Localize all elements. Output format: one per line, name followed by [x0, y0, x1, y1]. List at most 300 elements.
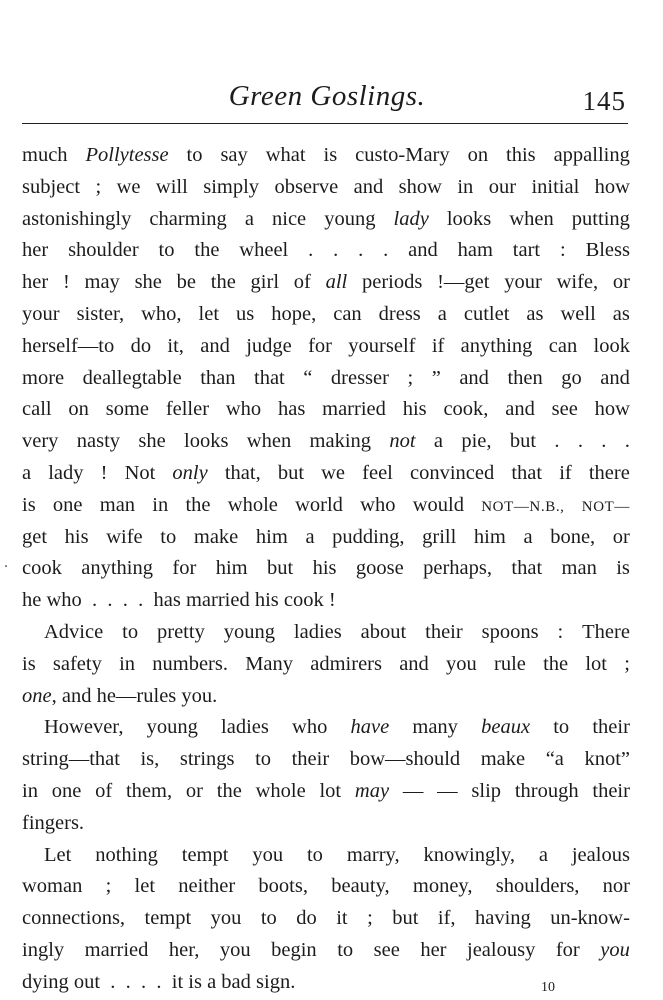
word: . [577, 430, 583, 453]
word: whole [255, 779, 306, 802]
word: feller [165, 398, 210, 421]
text-line [22, 776, 630, 808]
word: shoulders, [495, 875, 580, 898]
word: you [219, 938, 251, 961]
page-header [22, 80, 632, 124]
word: do [296, 907, 317, 930]
word: her [22, 239, 49, 262]
word: as [612, 302, 630, 325]
word: would [412, 493, 464, 516]
word: when [509, 207, 554, 230]
word: what [265, 144, 306, 166]
word: you [252, 843, 284, 866]
word: Advice [44, 620, 104, 643]
word: your [22, 302, 60, 325]
word: wife [106, 525, 143, 548]
word: their [425, 620, 463, 643]
text-line [22, 681, 630, 713]
italic-word: only [172, 461, 208, 484]
word: but [509, 430, 537, 453]
signature-mark: 10 [541, 980, 555, 995]
word: anything [81, 557, 153, 580]
word: she [134, 271, 162, 294]
word: it, [167, 334, 184, 357]
word: is, [140, 748, 160, 771]
page-number: 145 [582, 86, 626, 116]
text-line [22, 808, 630, 840]
word: a [538, 843, 548, 866]
body-text [22, 140, 630, 999]
word: if [559, 461, 572, 484]
word: their [592, 779, 630, 802]
text-run: fingers. [22, 811, 85, 834]
word: knot” [584, 748, 630, 771]
word: him [255, 525, 288, 548]
word: but [266, 557, 294, 580]
word: ; [367, 907, 373, 930]
word: observe [274, 175, 339, 198]
text-line [22, 903, 630, 935]
word: lady [48, 461, 84, 484]
word: if, [437, 907, 456, 930]
text-line [22, 394, 630, 426]
word: man [99, 493, 136, 516]
word: through [514, 779, 579, 802]
word: admirers [310, 652, 382, 675]
text-line [22, 299, 630, 331]
text-line [22, 267, 630, 299]
word: cook, [443, 398, 489, 421]
text-line [22, 204, 630, 236]
word: bone, [550, 525, 596, 548]
word: to [122, 620, 139, 643]
word: or [185, 779, 203, 802]
word: a [523, 525, 533, 548]
word: there [588, 461, 630, 484]
word: to [260, 907, 277, 930]
text-line [22, 935, 630, 967]
word: making [309, 430, 372, 453]
italic-word: all [325, 271, 348, 294]
word: to [186, 144, 203, 166]
text-line [22, 744, 630, 776]
word: show [398, 175, 442, 198]
italic-word: lady [393, 207, 429, 230]
word: deallegtable [82, 366, 182, 389]
word: beauty, [331, 875, 390, 898]
word: Let [44, 843, 72, 866]
word: be [176, 271, 196, 294]
word: you [446, 652, 477, 675]
header-rule [22, 123, 628, 124]
word: let [134, 875, 156, 898]
word: !—get [437, 271, 490, 294]
word: a [244, 207, 254, 230]
word: begin [271, 938, 317, 961]
word: nor [602, 875, 630, 898]
word: ! [100, 461, 108, 484]
word: having [474, 907, 531, 930]
text-run: , and he—rules you. [51, 684, 218, 707]
word: . [308, 239, 314, 262]
word: wife, [556, 271, 599, 294]
word: ; [407, 366, 414, 389]
word: ham [457, 239, 493, 262]
word: putting [571, 207, 630, 230]
word: a [437, 302, 447, 325]
word: the [210, 271, 236, 294]
word: say [220, 144, 248, 166]
word: our [488, 175, 517, 198]
word: neither [178, 875, 236, 898]
word: in [119, 652, 136, 675]
word: anything [460, 334, 533, 357]
word: However, [44, 716, 124, 739]
word: the [194, 239, 220, 262]
word: in [457, 175, 474, 198]
word: the [216, 779, 242, 802]
word: . [624, 430, 630, 453]
word: Many [245, 652, 294, 675]
word: some [105, 398, 149, 421]
word: pretty [157, 620, 205, 643]
word: rule [494, 652, 526, 675]
text-line [22, 363, 630, 395]
word: their [291, 748, 330, 771]
word: you [210, 907, 242, 930]
text-line [22, 585, 630, 617]
word: and [600, 366, 630, 389]
word: very [22, 430, 59, 453]
text-line [22, 522, 630, 554]
word: : [559, 239, 566, 262]
italic-word: you [600, 938, 630, 961]
word: NOT—N.B., [481, 498, 565, 515]
word: and [353, 175, 384, 198]
word: Not [124, 461, 156, 484]
word: their [592, 716, 630, 739]
word: . [554, 430, 560, 453]
word: on [68, 398, 89, 421]
word: is [22, 493, 36, 516]
word: to [255, 748, 272, 771]
word: ” [431, 366, 441, 389]
word: or [612, 271, 630, 294]
word: and [408, 239, 438, 262]
word: than [200, 366, 236, 389]
word: for [308, 334, 332, 357]
word: Bless [585, 239, 630, 262]
text-line [22, 426, 630, 458]
word: to [306, 843, 323, 866]
word: nothing [95, 843, 158, 866]
word: initial [531, 175, 580, 198]
word: slip [471, 779, 502, 802]
word: on [467, 144, 489, 166]
word: who [292, 716, 328, 739]
word: that, [224, 461, 261, 484]
word: his [64, 525, 89, 548]
word: tempt [181, 843, 229, 866]
word: get [22, 525, 48, 548]
word: lot [585, 652, 608, 675]
word: . [601, 430, 607, 453]
word: to [158, 239, 175, 262]
word: can [548, 334, 578, 357]
word: her [22, 271, 49, 294]
word: her, [168, 938, 200, 961]
text-line [22, 617, 630, 649]
word: us [236, 302, 255, 325]
word: young [223, 620, 275, 643]
word: if [431, 334, 445, 357]
word: for [172, 557, 197, 580]
word: appalling [553, 144, 630, 166]
word: when [246, 430, 292, 453]
word: of [95, 779, 113, 802]
word: looks [446, 207, 492, 230]
word: charming [149, 207, 227, 230]
word: a [305, 525, 315, 548]
word: grill [422, 525, 457, 548]
word: periods [362, 271, 423, 294]
italic-word: not [389, 430, 416, 453]
running-title: Green Goslings. [228, 80, 426, 112]
word: . [358, 239, 364, 262]
text-run: he who . . . . has married his cook ! [22, 589, 336, 612]
word: to [337, 938, 354, 961]
text-line [22, 649, 630, 681]
word: judge [246, 334, 292, 357]
text-line [22, 712, 630, 744]
word: ; [624, 652, 630, 675]
word: ; [105, 875, 112, 898]
word: more [22, 366, 65, 389]
word: connections, [22, 907, 126, 930]
word: man [561, 557, 597, 580]
text-line [22, 967, 630, 999]
word: sister, [76, 302, 125, 325]
italic-word: have [350, 716, 390, 739]
word: is [616, 557, 630, 580]
word: who, [141, 302, 182, 325]
word: one [52, 493, 83, 516]
word: hope, [271, 302, 317, 325]
text-line [22, 140, 630, 172]
word: spoons [481, 620, 539, 643]
word: married [322, 398, 386, 421]
text-line [22, 553, 630, 585]
word: pie, [461, 430, 492, 453]
word: — [402, 779, 424, 802]
word: we [116, 175, 141, 198]
word: perhaps, [423, 557, 493, 580]
word: — [437, 779, 458, 802]
word: it [336, 907, 348, 930]
word: but [392, 907, 419, 930]
text-line [22, 331, 630, 363]
text-line [22, 458, 630, 490]
word: to [160, 525, 177, 548]
word: ladies [221, 716, 269, 739]
word: “ [303, 366, 313, 389]
word: she [138, 430, 166, 453]
word: your [504, 271, 542, 294]
italic-word: beaux [481, 716, 531, 739]
word: or [612, 525, 630, 548]
word: see [551, 398, 578, 421]
word: tart [512, 239, 541, 262]
word: There [582, 620, 630, 643]
word: the [185, 493, 211, 516]
word: his [312, 557, 337, 580]
word: ; [95, 175, 102, 198]
word: feel [362, 461, 393, 484]
word: let [198, 302, 220, 325]
word: knowingly, [423, 843, 515, 866]
word: go [561, 366, 582, 389]
word: and [200, 334, 230, 357]
word: NOT— [581, 498, 630, 515]
word: dresser [330, 366, 389, 389]
word: lot [319, 779, 342, 802]
word: money, [412, 875, 473, 898]
word: look [593, 334, 630, 357]
word: may [84, 271, 120, 294]
word: as [526, 302, 544, 325]
word: . [333, 239, 339, 262]
word: but [277, 461, 305, 484]
word: make [193, 525, 239, 548]
word: how [594, 398, 630, 421]
italic-word: Pollytesse [85, 144, 169, 166]
word: how [594, 175, 630, 198]
word: wheel [239, 239, 289, 262]
word: well [560, 302, 596, 325]
word: do [130, 334, 152, 357]
word: can [333, 302, 362, 325]
word: will [155, 175, 188, 198]
word: in [152, 493, 169, 516]
word: ladies [293, 620, 342, 643]
word: nice [272, 207, 307, 230]
word: to [553, 716, 570, 739]
word: world [295, 493, 343, 516]
word: numbers. [152, 652, 228, 675]
word: . [383, 239, 389, 262]
word: safety [52, 652, 102, 675]
italic-word: may [354, 779, 390, 802]
word: them, [125, 779, 173, 802]
word: convinced [409, 461, 495, 484]
word: is [323, 144, 338, 166]
word: and [399, 652, 429, 675]
word: pudding, [332, 525, 405, 548]
word: dress [378, 302, 421, 325]
word: “a [545, 748, 564, 771]
word: girl [250, 271, 280, 294]
word: goose [355, 557, 404, 580]
word: married [84, 938, 149, 961]
word: has [278, 398, 306, 421]
word: tempt [144, 907, 192, 930]
word: subject [22, 175, 81, 198]
word: herself—to [22, 334, 115, 357]
word: and [505, 398, 535, 421]
word: bow—should [349, 748, 461, 771]
word: one [51, 779, 82, 802]
word: nasty [76, 430, 121, 453]
text-line [22, 172, 630, 204]
word: a [433, 430, 443, 453]
word: and [459, 366, 489, 389]
text-line [22, 840, 630, 872]
word: ingly [22, 938, 65, 961]
word: the [543, 652, 569, 675]
word: cook [22, 557, 62, 580]
word: about [360, 620, 407, 643]
word: him [215, 557, 248, 580]
word: in [22, 779, 38, 802]
word: : [557, 620, 564, 643]
word: is [22, 652, 36, 675]
word: much [22, 144, 68, 166]
word: cutlet [463, 302, 510, 325]
word: her [420, 938, 447, 961]
word: for [555, 938, 580, 961]
word: jealousy [467, 938, 536, 961]
word: that [511, 461, 543, 484]
word: jealous [571, 843, 630, 866]
word: young [324, 207, 376, 230]
word: of [293, 271, 311, 294]
text-line [22, 235, 630, 267]
word: that [511, 557, 543, 580]
word: astonishingly [22, 207, 132, 230]
word: see [373, 938, 400, 961]
word: woman [22, 875, 83, 898]
word: young [146, 716, 198, 739]
word: his [402, 398, 427, 421]
word: call [22, 398, 52, 421]
word: we [321, 461, 346, 484]
word: ! [62, 271, 70, 294]
word: make [480, 748, 526, 771]
text-line [22, 871, 630, 903]
word: custo-Mary [355, 144, 450, 166]
word: that [254, 366, 285, 389]
word: him [473, 525, 506, 548]
word: string—that [22, 748, 120, 771]
word: who [225, 398, 262, 421]
text-line [22, 490, 630, 522]
word: whole [227, 493, 278, 516]
word: many [412, 716, 458, 739]
word: strings [179, 748, 235, 771]
word: then [507, 366, 543, 389]
margin-mark: . [4, 554, 8, 571]
word: un-know- [550, 907, 630, 930]
italic-phrase: one [22, 684, 52, 707]
word: marry, [346, 843, 400, 866]
word: boots, [258, 875, 308, 898]
word: looks [184, 430, 229, 453]
word: who [360, 493, 396, 516]
text-run: dying out . . . . it is a bad sign. [22, 970, 296, 993]
word: yourself [348, 334, 416, 357]
word: a [22, 461, 32, 484]
word: simply [203, 175, 260, 198]
